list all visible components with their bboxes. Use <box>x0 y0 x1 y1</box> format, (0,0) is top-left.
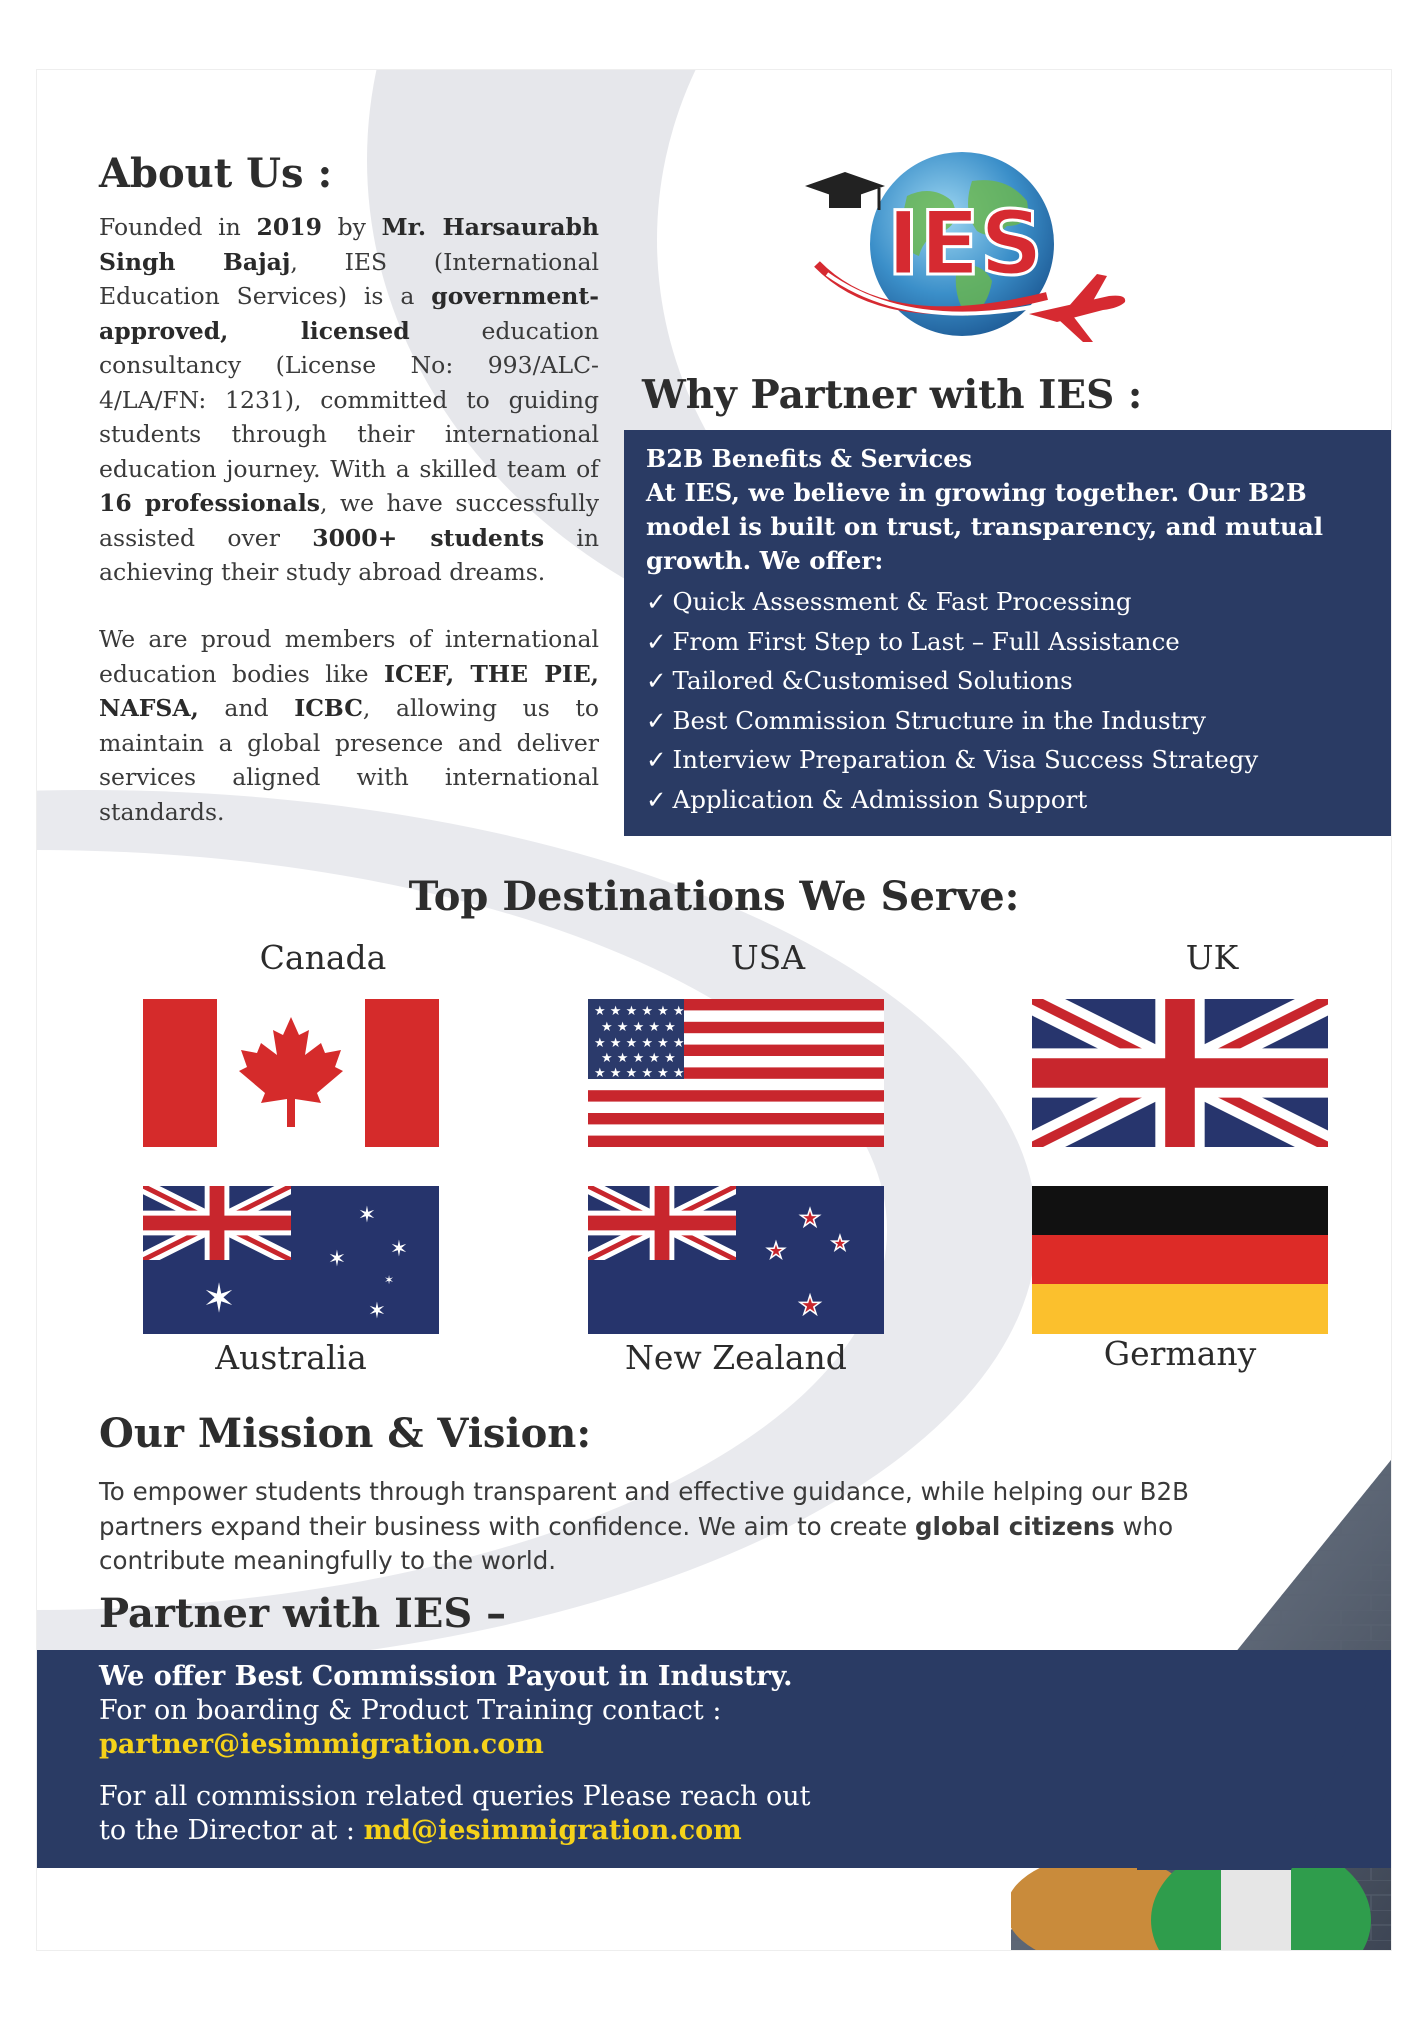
b2b-box-title: B2B Benefits & Services <box>646 444 973 473</box>
logo-wordmark: IES <box>886 192 1044 295</box>
member-body-icbc: ICBC <box>294 694 363 722</box>
brochure-page <box>37 70 1391 1950</box>
director-email-link[interactable]: md@iesimmigration.com <box>363 1815 742 1846</box>
commission-offer: We offer Best Commission Payout in Industry. <box>99 1661 793 1692</box>
partner-email-link[interactable]: partner@iesimmigration.com <box>99 1729 544 1760</box>
new-zealand-flag-icon <box>588 1186 884 1334</box>
benefit-label: Tailored &Customised Solutions <box>672 666 1073 695</box>
benefit-label: Interview Preparation & Visa Success Strategy <box>672 745 1259 774</box>
svg-text:✶: ✶ <box>202 1276 236 1322</box>
svg-text:★ ★ ★ ★ ★ ★: ★ ★ ★ ★ ★ ★ <box>594 1036 685 1051</box>
about-text: by <box>321 213 382 241</box>
onboarding-contact-label: For on boarding & Product Training contact : <box>99 1695 722 1726</box>
band-diagonal <box>1137 1650 1391 1870</box>
country-label-australia: Australia <box>215 1338 367 1377</box>
b2b-benefits-box <box>624 430 1391 836</box>
benefit-label: Application & Admission Support <box>672 784 1088 814</box>
b2b-intro: At IES, we believe in growing together. Our B2B model is built on trust, transparency, and mutual growth. We offer: <box>646 478 1324 575</box>
about-text: , we have successfully assisted over <box>99 489 599 552</box>
svg-text:★ ★ ★ ★ ★: ★ ★ ★ ★ ★ <box>601 1020 676 1035</box>
about-paragraph-1 <box>99 210 599 590</box>
uk-flag-icon <box>1032 999 1328 1147</box>
destinations-title: Top Destinations We Serve: <box>408 873 1020 920</box>
graduation-cap-icon <box>805 172 885 210</box>
partner-contact-text <box>99 1660 811 1848</box>
benefit-item <box>646 740 1373 780</box>
country-label-uk: UK <box>1185 938 1239 977</box>
svg-text:★: ★ <box>798 1291 822 1321</box>
checkmark-icon: ✓ <box>646 745 667 774</box>
country-label-germany: Germany <box>1103 1334 1257 1373</box>
founded-year: 2019 <box>256 213 322 241</box>
about-title: About Us : <box>99 150 333 197</box>
team-size: 16 professionals <box>99 489 320 517</box>
svg-text:✶: ✶ <box>383 1273 395 1287</box>
country-label-canada: Canada <box>259 938 387 977</box>
svg-text:★ ★ ★ ★ ★ ★: ★ ★ ★ ★ ★ ★ <box>594 1066 685 1081</box>
about-text: Founded in <box>99 213 257 241</box>
about-text: , allowing us to maintain a global presence and deliver services aligned with international standards. <box>99 694 599 826</box>
founder-name: Mr. Harsaurabh Singh Bajaj <box>99 213 599 276</box>
about-text: We are proud members of international education bodies like <box>99 625 599 688</box>
checkmark-icon: ✓ <box>646 705 667 735</box>
benefit-label: Quick Assessment & Fast Processing <box>672 587 1132 616</box>
svg-text:✶: ✶ <box>327 1247 347 1272</box>
director-contact-line <box>99 1814 811 1848</box>
benefit-item <box>646 622 1373 662</box>
checkmark-icon: ✓ <box>646 587 667 616</box>
svg-text:★: ★ <box>799 1204 821 1232</box>
svg-text:★: ★ <box>831 1231 849 1255</box>
benefit-item <box>646 582 1373 622</box>
about-text: , IES (International Education Services) is a <box>99 247 599 310</box>
about-text: and <box>198 694 295 722</box>
benefit-label: From First Step to Last – Full Assistance <box>672 626 1180 656</box>
benefits-list <box>646 582 1373 819</box>
svg-text:✶: ✶ <box>367 1299 387 1324</box>
checkmark-icon: ✓ <box>646 784 667 814</box>
why-partner-title: Why Partner with IES : <box>642 372 1143 418</box>
svg-text:✶: ✶ <box>357 1203 377 1228</box>
svg-text:✶: ✶ <box>389 1237 409 1262</box>
benefit-item <box>646 701 1373 741</box>
germany-flag-icon <box>1032 1186 1328 1334</box>
benefit-label: Best Commission Structure in the Industry <box>672 705 1207 735</box>
australia-flag-icon <box>143 1186 439 1334</box>
mission-text: who contribute meaningfully to the world. <box>99 1511 1174 1575</box>
partner-title: Partner with IES – <box>99 1590 507 1637</box>
usa-flag-icon <box>588 999 884 1147</box>
director-contact-label: to the Director at : <box>99 1815 364 1846</box>
mission-title: Our Mission & Vision: <box>99 1410 592 1457</box>
student-count: 3000+ students <box>312 523 545 552</box>
checkmark-icon: ✓ <box>646 666 667 695</box>
about-text: education consultancy (License No: 993/ALC-4/LA/FN: 1231), committed to guiding students through their international education journey. With a skilled team of <box>99 316 599 483</box>
canada-flag-icon <box>143 999 439 1147</box>
commission-query-label: For all commission related queries Please reach out <box>99 1781 811 1812</box>
ies-logo <box>797 146 1137 356</box>
mission-highlight: global citizens <box>915 1511 1115 1541</box>
country-label-usa: USA <box>730 938 806 977</box>
member-bodies: ICEF, THE PIE, NAFSA, <box>99 659 599 722</box>
country-label-new-zealand: New Zealand <box>625 1338 847 1377</box>
benefit-item <box>646 661 1373 701</box>
svg-text:★: ★ <box>766 1239 786 1264</box>
about-paragraph-2 <box>99 622 599 829</box>
svg-text:★ ★ ★ ★ ★ ★: ★ ★ ★ ★ ★ ★ <box>594 1004 685 1019</box>
license-status: government-approved, licensed <box>99 282 599 345</box>
mission-text: To empower students through transparent and effective guidance, while helping our B2B partners expand their business with confidence. We aim to create <box>99 1477 1189 1541</box>
svg-text:★ ★ ★ ★ ★: ★ ★ ★ ★ ★ <box>601 1051 676 1066</box>
benefit-item <box>646 780 1373 820</box>
about-text: in achieving their study abroad dreams. <box>99 523 599 586</box>
checkmark-icon: ✓ <box>646 626 667 656</box>
